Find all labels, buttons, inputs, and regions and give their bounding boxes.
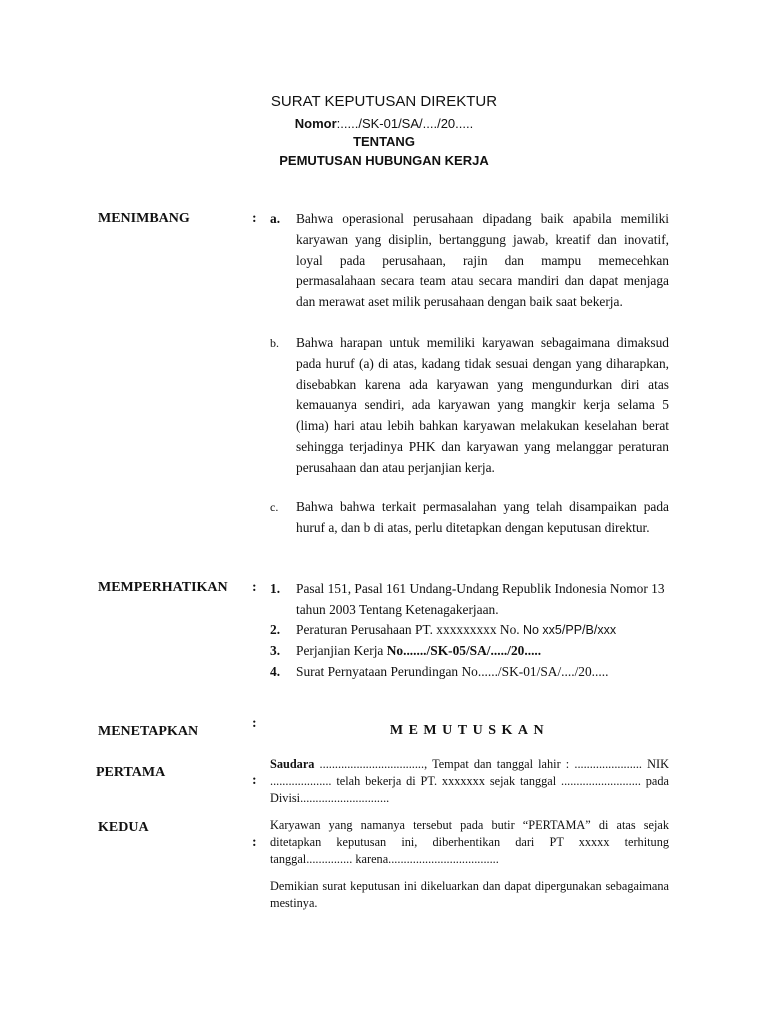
menimbang-item-c: [270, 497, 669, 539]
menetapkan-colon: :: [252, 716, 257, 731]
memperhatikan-colon: :: [252, 580, 257, 595]
memperhatikan-item-4: [270, 662, 669, 683]
menimbang-label: MENIMBANG: [98, 211, 190, 226]
item-text: [296, 641, 669, 662]
memperhatikan-item-2: [270, 620, 669, 641]
item-text: Bahwa bahwa terkait permasalahan yang telah disampaikan pada huruf a, dan b di atas, perlu ditetapkan dengan keputusan direktur.: [296, 499, 669, 535]
pertama-colon: :: [252, 773, 257, 788]
document-title: SURAT KEPUTUSAN DIREKTUR: [270, 93, 498, 110]
item-text: Surat Pernyataan Perundingan No....../SK-01/SA/..../20.....: [296, 664, 609, 679]
item-text-part: Perjanjian Kerja: [296, 643, 387, 658]
tentang-heading: TENTANG: [353, 134, 415, 149]
nomor-label: Nomor: [294, 116, 337, 131]
item-marker: 4.: [270, 664, 281, 679]
item-marker: 1.: [270, 581, 281, 596]
menimbang-item-a: [270, 209, 669, 313]
kedua-text: Karyawan yang namanya tersebut pada butir “PERTAMA” di atas sejak ditetapkan keputusan ini, diberhentikan dari PT xxxxx terhitung tanggal............... karena....................................: [270, 818, 669, 866]
saudara-label: Saudara: [270, 757, 315, 771]
item-marker: a.: [270, 211, 281, 226]
item-text-part: No......./SK-05/SA/...../20.....: [386, 643, 542, 658]
memperhatikan-item-3: [270, 641, 669, 662]
nomor-value: :...../SK-01/SA/..../20.....: [336, 116, 474, 131]
memperhatikan-item-1: [270, 579, 669, 621]
pertama-label: PERTAMA: [96, 765, 166, 780]
menimbang-colon: :: [252, 211, 257, 226]
item-text: Bahwa harapan untuk memiliki karyawan sebagaimana dimaksud pada huruf (a) di atas, kadang tidak sesuai dengan yang diharapkan, disebabkan karena ada karyawan yang mengundurkan diri atas kemauanya sendiri, ada karyawan yang mangkir kerja selama 5 (lima) hari atau lebih bahkan karyawan melakukan keselahan berat sehingga terjadinya PHK dan karyawan yang melanggar peraturan perusahaan dan atau perjanjian kerja.: [296, 335, 669, 475]
item-text: Bahwa operasional perusahaan dipadang baik apabila memiliki karyawan yang disiplin, bertanggung jawab, kreatif dan inovatif, loyal pada perusahaan, rajin dan mampu memecehkan permasalahaan secara team atau secara mandiri dan dapat menjaga dan merawat aset milik perusahaan dengan baik saat bekerja.: [296, 211, 669, 310]
pertama-body: .................................., Tempat dan tanggal lahir : ...................... NIK .................... telah bekerja di PT. xxxxxxx sejak tanggal .......................... pada Divisi.............................: [270, 757, 669, 805]
item-text: Pasal 151, Pasal 161 Undang-Undang Republik Indonesia Nomor 13 tahun 2003 Tentang Ketenagakerjaan.: [296, 581, 665, 617]
pertama-text: [270, 756, 669, 807]
item-text: [296, 620, 669, 641]
memperhatikan-label: MEMPERHATIKAN: [98, 580, 228, 595]
item-marker: b.: [270, 336, 279, 350]
kedua-label: KEDUA: [98, 820, 149, 835]
item-text-part: Peraturan Perusahaan PT. xxxxxxxxx No.: [296, 622, 523, 637]
document-number: [0, 116, 768, 131]
item-marker: c.: [270, 500, 279, 514]
menimbang-item-b: [270, 333, 669, 479]
memutuskan-heading: MEMUTUSKAN: [389, 723, 550, 738]
item-marker: 2.: [270, 622, 281, 637]
closing-text: Demikian surat keputusan ini dikeluarkan dan dapat dipergunakan sebagaimana mestinya.: [270, 879, 669, 910]
kedua-colon: :: [252, 835, 257, 850]
item-marker: 3.: [270, 643, 281, 658]
document-subject: PEMUTUSAN HUBUNGAN KERJA: [279, 153, 489, 168]
menetapkan-label: MENETAPKAN: [98, 724, 199, 739]
item-text-part: No xx5/PP/B/xxx: [522, 623, 617, 637]
